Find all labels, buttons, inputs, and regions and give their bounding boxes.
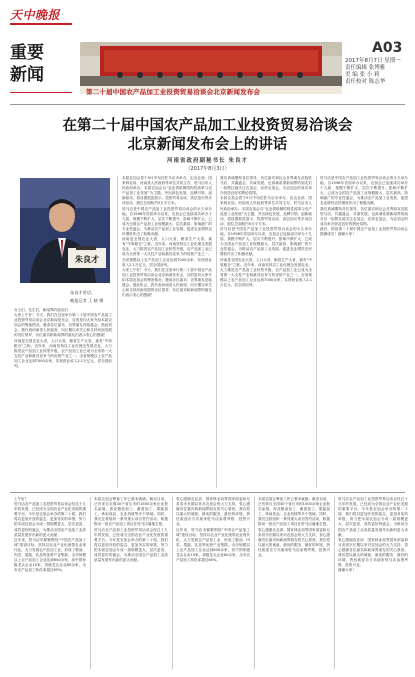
article-paragraph-5: 我们真诚期待各位领导、各位嘉宾和社会各界朋友莅临驻马店，共襄盛会，共谋发展。也真诚希望新闻界的朋友们一如既往地关注农加会、宣传农加会，为农加会的成功举办营造良好的舆论氛围。 bbox=[220, 176, 312, 196]
column-divider bbox=[254, 497, 255, 669]
second-paragraph-3: 本届农加会筹备工作已基本就绪。截至目前，已有来自全国30个省区市的1500余家企业报名参展，涉及粮油加工、畜禽加工、果蔬加工、休闲食品、农业机械等多个领域。同时，我们还将组织一系列重大项目签约活动，积极推动一批农产品加工项目在驻马店落地生根。 bbox=[94, 497, 168, 527]
column-divider bbox=[216, 176, 217, 488]
editor-credit: 责任编辑 张博雅 bbox=[345, 65, 386, 71]
issue-date: 2017年8月7日 星期一 bbox=[345, 58, 401, 64]
second-paragraph-4-continued: 衷心感谢农业部、国家林业局等国家部委和兄弟省市长期以来对农加会的大力支持，衷心感谢各位嘉宾和新闻界朋友的关心厚爱。我们将以最大的诚意、最优的服务、最好的环境，热忱欢迎各方宾朋来驻马店参观考察、投资兴业。 bbox=[258, 527, 330, 558]
second-paragraph-2-continued: 近年来，驻马店市紧紧围绕“中国农产品加工城”建设目标，坚持以农业产业化统领农业现代化，大力发展农产品加工业，形成了粮油、肉类、果蔬、乳品等优势产业集群。全市规模以上农产品加工企业达到600余家，其中国家级龙头企业10家，省级龙头企业80余家，全市农产品加工转化率超过65%。 bbox=[176, 527, 250, 563]
logo-underline bbox=[10, 23, 72, 25]
photo-credit: 晚报记者 王 晓 摄 bbox=[70, 298, 104, 303]
newspaper-logo bbox=[10, 6, 70, 30]
article-paragraph-4: 驻马店是中国农产品加工业投资贸易洽谈会的永久举办地。自1998年首届举办以来，农加会已连续成功举办十九届，规模不断扩大，层次不断提升，影响不断扩大，已成为全国农产品加工业规模最大、层次最高、影响最广的专业性盛会，为推动农产品加工业发展、促进农业增效农民增收作出了积极贡献。 bbox=[122, 206, 212, 237]
column-divider bbox=[316, 176, 317, 488]
column-divider bbox=[90, 497, 91, 669]
speech-date: （2017年8月3日） bbox=[185, 166, 230, 172]
column-divider bbox=[117, 176, 118, 488]
article-paragraph-4-continued: 驻马店是中国农产品加工业投资贸易洽谈会的永久举办地。自1998年首届举办以来，农加会已连续成功举办十九届，规模不断扩大，层次不断提升，影响不断扩大，已成为全国农产品加工业规模最大、层次最高、影响最广的专业性盛会，为推动农产品加工业发展、促进农业增效农民增收作出了积极贡献。 bbox=[220, 226, 312, 257]
proofreader-credit: 责任校对 陈志华 bbox=[345, 79, 386, 85]
second-greeting: 上午好！ bbox=[14, 497, 29, 501]
second-column-1 bbox=[14, 497, 86, 669]
article-paragraph-3: 本届农加会将于9月中旬在驻马店市举办，由农业部、国家林业局、河南省人民政府等单位共同主办，驻马店市人民政府承办。本届农加会以“农业供给侧结构性改革与农产品加工业发展”为主题，突出绿色发展、品牌引领、创新驱动，将设置展览展示、投资贸易洽谈、高层论坛等多项活动，展位总面积约5万平方米。 bbox=[122, 176, 212, 206]
logo-text: 天中晚报 bbox=[10, 8, 61, 22]
headline-line-2: 北京新闻发布会上的讲话 bbox=[127, 136, 288, 153]
second-paragraph-1-repeat: 驻马店农产品加工业投资贸易洽谈会经过十九年的发展，已经成为全国农业产业化发展的重要平台。今年是农加会举办的第二十届，我们将以更加开放的姿态、更加务实的举措，努力把本届农加会办成一届规模更大、层次更高、成效更好的盛会，为推动全国农产品加工业高质量发展作出新的更大贡献。 bbox=[338, 497, 408, 537]
second-paragraph-4: 衷心感谢农业部、国家林业局等国家部委和兄弟省市长期以来对农加会的大力支持，衷心感谢各位嘉宾和新闻界朋友的关心厚爱。我们将以最大的诚意、最优的服务、最好的环境，热忱欢迎各方宾朋来驻马店参观考察、投资兴业。 bbox=[176, 497, 250, 527]
second-paragraph-2: 近年来，驻马店市紧紧围绕“中国农产品加工城”建设目标，坚持以农业产业化统领农业现代化，大力发展农产品加工业，形成了粮油、肉类、果蔬、乳品等优势产业集群。全市规模以上农产品加工企业达到600余家，其中国家级龙头企业10家，省级龙头企业80余家，全市农产品加工转化率超过65%。 bbox=[14, 537, 86, 573]
photo-caption: 朱良才讲话。 bbox=[70, 290, 96, 295]
article-paragraph-2-repeat: 河南是全国农业大省，人口大省，粮食生产大省，素有“中原粮仓”之称。近年来，河南坚持以工业化理念发展农业，大力推进农产品加工业转型升级，农产品加工业已成为全省第一大支柱产业和最具竞争力的优势产业之一。全省规模以上农产品加工企业达到7000余家，实现营业收入2.1万亿元，居全国前列。 bbox=[220, 257, 312, 287]
section-title: 重要 新闻 bbox=[10, 43, 44, 85]
article-paragraph-5-continued: 我们真诚期待各位领导、各位嘉宾和社会各界朋友莅临驻马店，共襄盛会，共谋发展。也真诚希望新闻界的朋友们一如既往地关注农加会、宣传农加会，为农加会的成功举办营造良好的舆论氛围。 bbox=[320, 206, 408, 226]
second-paragraph-4-repeat: 衷心感谢农业部、国家林业局等国家部委和兄弟省市长期以来对农加会的大力支持，衷心感谢各位嘉宾和新闻界朋友的关心厚爱。我们将以最大的诚意、最优的服务、最好的环境，热忱欢迎各方宾朋来驻马店参观考察、投资兴业。 bbox=[338, 537, 408, 568]
column-divider bbox=[334, 497, 335, 669]
article-column-4 bbox=[320, 176, 408, 488]
headline-line-1: 在第二十届中国农产品加工业投资贸易洽谈会 bbox=[62, 117, 353, 134]
article-paragraph-3-continued: 本届农加会将于9月中旬在驻马店市举办，由农业部、国家林业局、河南省人民政府等单位共同主办，驻马店市人民政府承办。本届农加会以“农业供给侧结构性改革与农产品加工业发展”为主题，突出绿色发展、品牌引领、创新驱动，将设置展览展示、投资贸易洽谈、高层论坛等多项活动，展位总面积约5万平方米。 bbox=[220, 196, 312, 226]
article-closing: 最后，预祝第二十届中国农产品加工业投资贸易洽谈会圆满成功！谢谢大家！ bbox=[320, 226, 408, 237]
page-meta bbox=[345, 58, 407, 86]
second-column-3 bbox=[176, 497, 250, 669]
banner-caption: 第二十届中国农产品加工业投资贸易洽谈会北京新闻发布会 bbox=[86, 88, 261, 96]
second-paragraph-3-continued: 本届农加会筹备工作已基本就绪。截至目前，已有来自全国30个省区市的1500余家企业报名参展，涉及粮油加工、畜禽加工、果蔬加工、休闲食品、农业机械等多个领域。同时，我们还将组织一系列重大项目签约活动，积极推动一批农产品加工项目在驻马店落地生根。 bbox=[258, 497, 330, 527]
second-paragraph-1-continued: 驻马店农产品加工业投资贸易洽谈会经过十九年的发展，已经成为全国农业产业化发展的重要平台。今年是农加会举办的第二十届，我们将以更加开放的姿态、更加务实的举措，努力把本届农加会办成一届规模更大、层次更高、成效更好的盛会，为推动全国农产品加工业高质量发展作出新的更大贡献。 bbox=[94, 527, 168, 563]
article-column-2 bbox=[122, 176, 212, 488]
article-paragraph-1-continued: 大家上午好！今天，我们在这里举行第二十届中国农产品加工业投资贸易洽谈会北京新闻发布会，目的是向大家介绍本届农加会的筹备情况，邀请各位嘉宾、各界朋友莅临盛会。借此机会，我代表河南省人民政府，向长期以来关心和支持河南发展的各位领导、各位嘉宾和新闻界的朋友们表示衷心的感谢！ bbox=[122, 267, 212, 298]
column-divider bbox=[172, 497, 173, 669]
second-column-4 bbox=[258, 497, 330, 669]
section-divider bbox=[10, 492, 405, 493]
section-rule bbox=[10, 92, 72, 93]
second-column-2 bbox=[94, 497, 168, 669]
byline: 河南省政府副秘书长 朱良才 bbox=[167, 158, 248, 164]
article-greeting: 女士们、先生们，新闻界的朋友们： bbox=[14, 308, 72, 312]
top-divider bbox=[10, 104, 405, 105]
designer-credit: 美 编 张 小 莉 bbox=[345, 72, 380, 78]
article-paragraph-2: 河南是全国农业大省，人口大省，粮食生产大省，素有“中原粮仓”之称。近年来，河南坚持以工业化理念发展农业，大力推进农产品加工业转型升级，农产品加工业已成为全省第一大支柱产业和最具竞争力的优势产业之一。全省规模以上农产品加工企业达到7000余家，实现营业收入2.1万亿元，居全国前列。 bbox=[14, 338, 112, 369]
article-paragraph-4-repeat: 驻马店是中国农产品加工业投资贸易洽谈会的永久举办地。自1998年首届举办以来，农加会已连续成功举办十九届，规模不断扩大，层次不断提升，影响不断扩大，已成为全国农产品加工业规模最大、层次最高、影响最广的专业性盛会，为推动农产品加工业发展、促进农业增效农民增收作出了积极贡献。 bbox=[320, 176, 408, 206]
article-paragraph-1: 大家上午好！今天，我们在这里举行第二十届中国农产品加工业投资贸易洽谈会北京新闻发布会，目的是向大家介绍本届农加会的筹备情况，邀请各位嘉宾、各界朋友莅临盛会。借此机会，我代表河南省人民政府，向长期以来关心和支持河南发展的各位领导、各位嘉宾和新闻界的朋友们表示衷心的感谢！ bbox=[14, 313, 112, 338]
second-paragraph-1: 驻马店农产品加工业投资贸易洽谈会经过十九年的发展，已经成为全国农业产业化发展的重要平台。今年是农加会举办的第二十届，我们将以更加开放的姿态、更加务实的举措，努力把本届农加会办成一届规模更大、层次更高、成效更好的盛会，为推动全国农产品加工业高质量发展作出新的更大贡献。 bbox=[14, 502, 86, 537]
nameplate: 朱良才 bbox=[75, 254, 99, 264]
article-paragraph-2-continued: 河南是全国农业大省，人口大省，粮食生产大省，素有“中原粮仓”之称。近年来，河南坚持以工业化理念发展农业，大力推进农产品加工业转型升级，农产品加工业已成为全省第一大支柱产业和最具竞争力的优势产业之一。全省规模以上农产品加工企业达到7000余家，实现营业收入2.1万亿元，居全国前列。 bbox=[122, 237, 212, 267]
page-number: A03 bbox=[372, 40, 403, 56]
speaker-photo bbox=[20, 178, 110, 283]
article-column-3 bbox=[220, 176, 312, 488]
speaker-portrait bbox=[20, 178, 110, 283]
second-column-5 bbox=[338, 497, 408, 669]
second-closing: 谢谢大家！ bbox=[338, 568, 356, 573]
article-column-1 bbox=[14, 308, 112, 486]
